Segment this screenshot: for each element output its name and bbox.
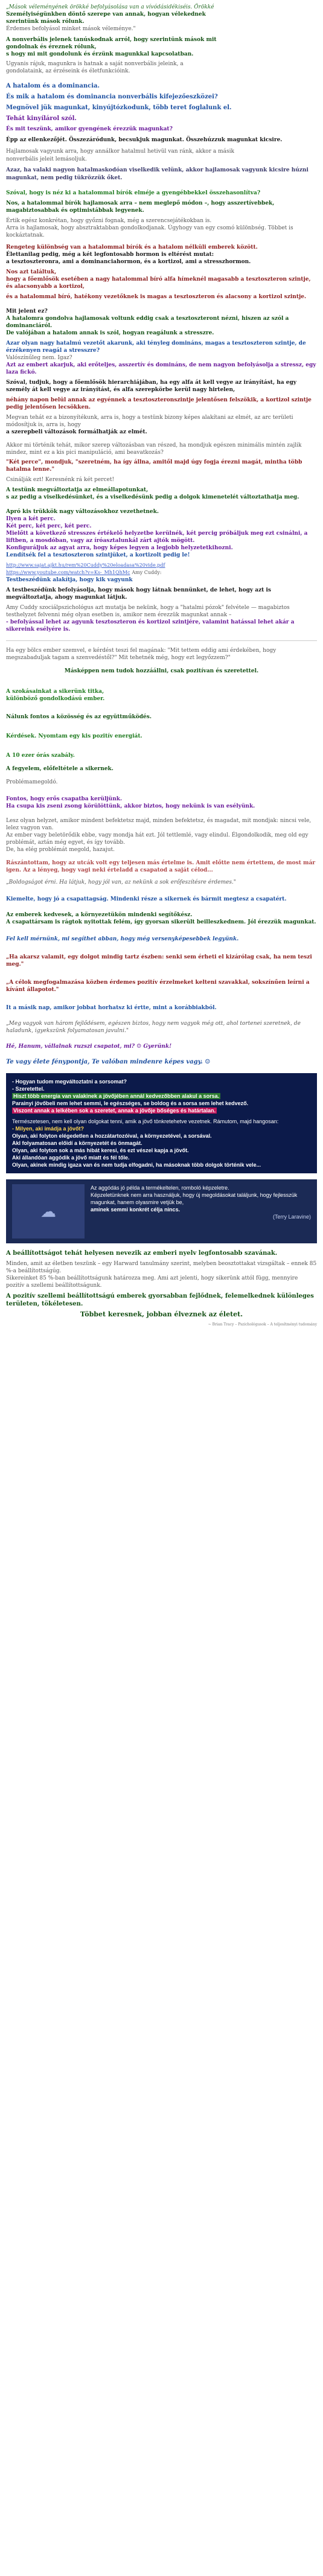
paragraph: hogy a főemlősök esetében a nagy hatalommal bíró alfa hímeknél magasabb a tesztoszteron szintje, és alacsonyabb a kortizol,	[6, 276, 311, 290]
paragraph: Ilyen a két perc.	[6, 516, 56, 522]
paragraph: Rengeteg különbség van a hatalommal bírók és a hatalom nélküli emberek között.	[6, 244, 258, 250]
paragraph: Valószínűleg nem. Igaz?	[6, 355, 72, 361]
paragraph: Fel kell mérnünk, mi segíthet abban, hogy még versenyképesebbek legyünk.	[6, 936, 239, 942]
destiny-banner	[6, 1073, 317, 1173]
intro-line: „Mások véleményének örökké befolyásolása van a vívódásidékiséis. Örökké	[6, 4, 214, 10]
paragraph: „A célok megfogalmazása közben érdemes pozitív érzelmeket kelteni szavakkal, sokszínűen leírni a kívánt állapotot."	[6, 980, 310, 993]
paragraph: és a hatalommal bíró, hatékony vezetőknek is magas a tesztoszteron és alacsony a kortizol szintje.	[6, 294, 307, 300]
paragraph: Apró kis trükkök nagy változásokhoz vezethetnek.	[6, 509, 159, 515]
paragraph: Azar olyan nagy hatalmú vezetőt akarunk, aki tényleg domináns, magas a tesztoszteron szintje, de érzékenyen reagál a stresszre?	[6, 340, 306, 354]
paragraph: Kiemelte, hogy jó a csapattagság. Mindenki része a sikernek és bármit megtesz a csapatért.	[6, 896, 287, 902]
quote-line: Az aggódás jó példa a termékeltelen, romboló képzeletre.	[91, 1185, 229, 1191]
paragraph: Nos azt találtuk,	[6, 269, 57, 275]
paragraph: A testbeszédünk befolyásolja, hogy mások hogy látnak bennünket, de lehet, hogy azt is megváltoztatja, ahogy magunkat látjuk.	[6, 587, 271, 601]
paragraph: Szóval, hogy is néz ki a hatalommal bírók elméje a gyengébbekkel összehasonlítva?	[6, 190, 261, 196]
intro-line: A nonverbális jelenek tanúskodnak arról, hogy szerintünk mások mit	[6, 37, 217, 43]
paragraph: Fontos, hogy erős csapatba kerüljünk.	[6, 796, 123, 802]
banner-line: Viszont annak a lelkében sok a szeretet, annak a jövője bőséges és határtalan.	[13, 1108, 216, 1114]
paragraph: Akkor mi történik tehát, mikor szerep változásban van részed, ha mondjuk egészen minimális mintén zajlik mindez, mint ez a kis pici manipuláció, ami beavatkozás?	[6, 442, 302, 456]
paragraph: „Ha akarsz valamit, egy dolgot mindig tartz észben: senki sem érheti el kizárólag csak, ha nem teszi meg."	[6, 954, 312, 968]
worry-quote	[6, 1179, 317, 1243]
paragraph: Nos, a hatalommal bírók hajlamosak arra – nem meglepő módon –, hogy asszertívebbek, magabiztosabbak és optimistábbak legyenek.	[6, 200, 275, 214]
paragraph: Sikereinket 85 %-ban beállítottságunk határozza meg. Ami azt jelenti, hogy sikerünk attól függ, mennyire pozitív a szellemi beállítottságunk.	[6, 1275, 298, 1289]
paragraph: Megvan tehát ez a bizonyítékunk, arra is, hogy a testünk bizony képes alakítani az elmét, az arc területi módosítjuk is, arra is, hogy	[6, 415, 293, 428]
banner-line: Olyan, akinek mindig igaza van és nem tudja elfogadni, ha másoknak több dolgok történik vele...	[12, 1162, 261, 1168]
intro-section	[6, 4, 317, 75]
paragraph: It a másik nap, amikor jobbat horhatsz ki értte, mint a korábbiakból.	[6, 1005, 217, 1011]
banner-line: Akl folyamatosan előidí a környezetét és önmagát.	[12, 1140, 142, 1146]
paragraph: Kérdések. Nyomtam egy kis pozitív energiát.	[6, 733, 142, 739]
intro-line: Érdemes befolyásol minket mások véleménye."	[6, 26, 136, 32]
hormones-section	[6, 190, 317, 301]
paragraph: A testünk megváltoztatja az elmeállapotunkat,	[6, 487, 149, 493]
paragraph: Mielőtt a következő stresszes értékelő helyzetbe kerülnék, két percig próbáljuk meg ezt csinálni, a liftben, a mosdóban, vagy az íróasztalunkál zárt ajtók mögött.	[6, 531, 308, 544]
section-heading: Megnövel jük magunkat, kinyújtózkodunk, több teret foglalunk el.	[6, 104, 232, 111]
paragraph: De valójában a hatalom annak is szól, hogyan reagálunk a stresszre.	[6, 330, 214, 336]
paragraph: - befolyással lehet az agyunk tesztoszteron és kortizol szintjére, valamint hatással lehet akár a sikereink esélyére is.	[6, 619, 295, 633]
paragraph: a szerepbeli változások formálhatják az elmét.	[6, 429, 147, 435]
intro-line: gondolataink, az érzéseink és életfunkcióink.	[6, 68, 130, 74]
team-section	[6, 817, 317, 1066]
talk-title: Testbeszédünk alakítja, hogy kik vagyunk	[6, 577, 133, 583]
paragraph: Rászántottam, hogy az utcák volt egy teljesen más értelme is. Amit előtte nem értettem, de most már igen. Az a lényeg, hogy vagi neki érteladd a csapatod a saját célod...	[6, 860, 316, 873]
paragraph: s az pedig a viselkedésünket, és a viselkedésünk pedig a dolgok kimenetelét változtathatja meg.	[6, 494, 299, 500]
paragraph: A beállítottságot tehát helyesen nevezik az emberi nyelv legfontosabb szavának.	[6, 1250, 278, 1257]
banner-line: Olyan, aki folyton sok a más hibát keresi, és ezt vészel kapja a jövőt.	[12, 1147, 189, 1153]
paragraph: Problémamegoldó.	[6, 779, 58, 785]
section-heading: És mik a hatalom és dominancia nonverbális kifejezőeszközei?	[6, 94, 218, 100]
intro-line: Ugyanis rájuk, magunkra is hatnak a saját nonverbális jeleink, a	[6, 61, 184, 67]
thinking-person-image: ☁	[12, 1184, 85, 1239]
document-page	[6, 0, 317, 1341]
banner-line: - Hogyan tudom megváltoztatni a sorsomat?	[12, 1079, 127, 1085]
stress-section	[6, 308, 317, 501]
paragraph: Értik egész konkrétan, hogy győzni fognak, még a szerencsejátékokban is.	[6, 218, 212, 224]
paragraph: „Boldogságot érni. Ha látjuk, hogy jól van, az nekünk a sok erőfeszítésre érdemes."	[6, 879, 236, 885]
paragraph: Csinálják ezt! Keresnénk rá két percet!	[6, 477, 115, 483]
paragraph: nonverbális jeleit lemásoljuk.	[6, 156, 87, 162]
video-youtube-link[interactable]: https://www.youtube.com/watch?v=Ks-_Mh1QhMc	[6, 570, 130, 575]
banner-line: Parainyi jövőbeli nem lehet semmi, le egészséges, se boldog és a sorsa sem lehet kedvező.	[12, 1100, 249, 1106]
intro-line: s hogy mi mit gondolunk és érzünk magunkkal kapcsolatban.	[6, 51, 194, 57]
paragraph: És mit teszünk, amikor gyengének érezzük magunkat?	[6, 126, 173, 132]
paragraph: A pozitív szellemi beállítottságú emberek gyorsabban fejlődnek, felemelkednek különleges területen, tökéletesen.	[6, 1293, 314, 1307]
paragraph: Lendítsék fel a tesztoszteron szintjüket, a kortizolt pedig le!	[6, 552, 190, 558]
paragraph: Hé, Hanum, vállalnak ruzszi csapatot, mi? ☺ Gyerünk!	[6, 1044, 172, 1050]
paragraph: Másképpen nem tudok hozzáállni, csak pozitívan és szeretettel.	[64, 668, 259, 674]
banner-line: - Milyen, aki imádja a jövőt?	[12, 1126, 85, 1132]
banner-line: - Szeretettel.	[12, 1086, 45, 1092]
paragraph: Hajlamosak vagyunk arra, hogy annálkor hatalmul hetivül van ránk, akkor a másik	[6, 148, 234, 155]
two-minutes-section	[6, 508, 317, 633]
attitude-section	[6, 1249, 317, 1328]
quote-line: aminek semmi konkrét célja nincs.	[91, 1207, 181, 1213]
quote-author: (Terry Laravine)	[272, 1214, 311, 1220]
banner-line: Hiszt több energia van valakinek a jövőjében annál kedvezőbben alakul a sorsa.	[13, 1093, 220, 1099]
footer-credit: ~ Brian Tracy – Pszichológusok – A teljesítményi tudomány	[208, 1322, 317, 1327]
paragraph: Azaz, ha valaki nagyon hatalmaskodóan viselkedik velünk, akkor hajlamosak vagyunk kicsire húzni magunkat, nem pedig tükrözzük őket.	[6, 167, 309, 181]
section-heading: A hatalom és a dominancia.	[6, 83, 100, 89]
paragraph: a tesztoszteronra, ami a dominanciahormon, és a kortizol, ami a stresszhormon.	[6, 259, 251, 265]
paragraph: Amy Cuddy szociálpszichológus azt mutatja be nekünk, hogy a "hatalmi pózok" felvétele — magabiztos testhelyzet felvenni még olyan esetben is, amikor nem érezzük magunkat annak –	[6, 605, 290, 618]
paragraph: A hatalomra gondolva hajlamosak voltunk eddig csak a tesztoszteront nézni, hiszen az szól a dominanciáról.	[6, 316, 289, 329]
mindset-section	[6, 647, 317, 810]
divider	[6, 640, 317, 641]
paragraph: Szóval, tudjuk, hogy a főemlősök hierarchiájában, ha egy alfa át kell vegye az irányítást, ha egy személy át kell vegye az irányítást, és alfa szerepkörbe kerül nagy hirtelen,	[6, 380, 296, 393]
quote-line: Képzeletünknek nem arra használjuk, hogy új megoldásokat találjunk, hogy fejlesszük magunkat, hanem olyasmire vetjük be,	[91, 1192, 298, 1205]
paragraph: Arra is hajlamosak, hogy absztraktabban gondolkodjanak. Úgyhogy van egy csomó különbség. Többet is kockáztatnak.	[6, 225, 293, 238]
paragraph: A fegyelem, előfeltétele a sikernek.	[6, 766, 114, 772]
paragraph: Konfiguráljuk az agyat arra, hogy képes legyen a legjobb helyzetetkihozni.	[6, 545, 233, 551]
paragraph: A szokásainkat a sikerünk titka,	[6, 689, 104, 695]
paragraph: különböző gondolkodású ember.	[6, 696, 105, 702]
paragraph: Épp az ellenkezőjét. Összezáródunk, becsukjuk magunkat. Összehúzzuk magunkat kicsire.	[6, 137, 283, 143]
video-author: Amy Cuddy:	[132, 570, 162, 575]
paragraph: Lesz olyan helyzet, amikor mindent befektetsz majd, minden befektetsz, és magadat, mit mondjak: nincsi vele, lelez vagyon van.	[6, 818, 312, 831]
paragraph: néhány napon belül annak az egyénnek a tesztoszteronszintje jelentősen felszökik, a kortizol szintje pedig jelentősen lecsökken.	[6, 397, 312, 410]
intro-line: gondolnak és éreznek rólunk,	[6, 44, 97, 50]
paragraph: A csapattársam is rágtok nyitottak felém, így gyorsan sikerült beilleszkednem. Jól érezzük magunkat.	[6, 919, 316, 925]
paragraph: Nálunk fontos a közösség és az együttműködés.	[6, 714, 152, 720]
paragraph: Az ember vagy beletörődik ebbe, vagy mondja hát ezt. Jól tettlemlé, vagy elindul. Élgondolkodik, meg old egy problémát, aztán még egyet, és így tovább.	[6, 832, 309, 846]
section-heading: Tehát kinyílárol szól.	[6, 115, 77, 122]
paragraph: Azt az embert akarjuk, aki erőteljes, asszertív és domináns, de nem nagyon befolyásolja a stressz, egy laza fickó.	[6, 362, 316, 375]
banner-line: Természetesen, nem kell olyan dolgokat tenni, amik a jövő tönkretehetve vezetnek. Rámutom, majd hangosan:	[12, 1118, 279, 1124]
intro-line: szerintünk mások rólunk.	[6, 19, 85, 25]
paragraph: Ha egy bölcs ember szemvel, e kérdést teszi fel magának: "Mit tettem eddig ami érdekében, hogy megszabaduljak tagam a szenvedéstől?" Mit tehetnék még, hogy ezt legyőzzem?"	[6, 648, 277, 661]
banner-line: Olyan, aki folyton elégedetlen a hozzátartozóival, a környezetével, a sorsával.	[12, 1133, 212, 1139]
paragraph: Élettanilag pedig, még a két legfontosabb hormon is eltérést mutat:	[6, 252, 214, 258]
intro-line: Személyiségünkben döntő szerepe van annak, hogyan vélekednek	[6, 11, 206, 18]
paragraph: Minden, amit az életben teszünk – egy Harward tanulmány szerint, melyben beosztottakat vizsgáltak – ennek 85 %-a beállítottságúg.	[6, 1261, 317, 1274]
paragraph: „Meg vagyok van három fejlődésem, egészen biztos, hogy nem vagyok még ott, ahol tortenei szeretnek, de haladunk, igyekszünk folyamatosan javulni."	[6, 1021, 301, 1034]
paragraph: "Két perce", mondjuk, "szeretném, ha így állna, amitől majd úgy fogja érezni magát, mintha több hatalma lenne."	[6, 459, 302, 473]
paragraph: De, ha elég problémát megold, hazajut.	[6, 847, 115, 853]
paragraph: A 10 ezer órás szabály.	[6, 753, 75, 759]
paragraph: Te vagy élete fénypontja, Te valóban mindenre képes vagy. ☺	[6, 1059, 211, 1065]
banner-line: Aki állandóan aggódik a jövő miatt és fél tőle.	[12, 1155, 130, 1161]
power-section	[6, 82, 317, 182]
paragraph: Két perc, két perc, két perc.	[6, 523, 92, 529]
paragraph: Ha csupa kis zseni zsong körülöttünk, akkor biztos, hogy nekünk is van esélyünk.	[6, 803, 255, 809]
paragraph: Mit jelent ez?	[6, 308, 48, 314]
paragraph: Az emberek kedvesek, a környezetükön mindenki segítőkész.	[6, 912, 193, 918]
paragraph: Többet keresnek, jobban élveznek az életet.	[80, 1310, 243, 1318]
video-pdf-link[interactable]: http://www.sajat.ajkt.hu/rem%20Cuddy%20eloadasa%20vide.pdf	[6, 563, 165, 568]
